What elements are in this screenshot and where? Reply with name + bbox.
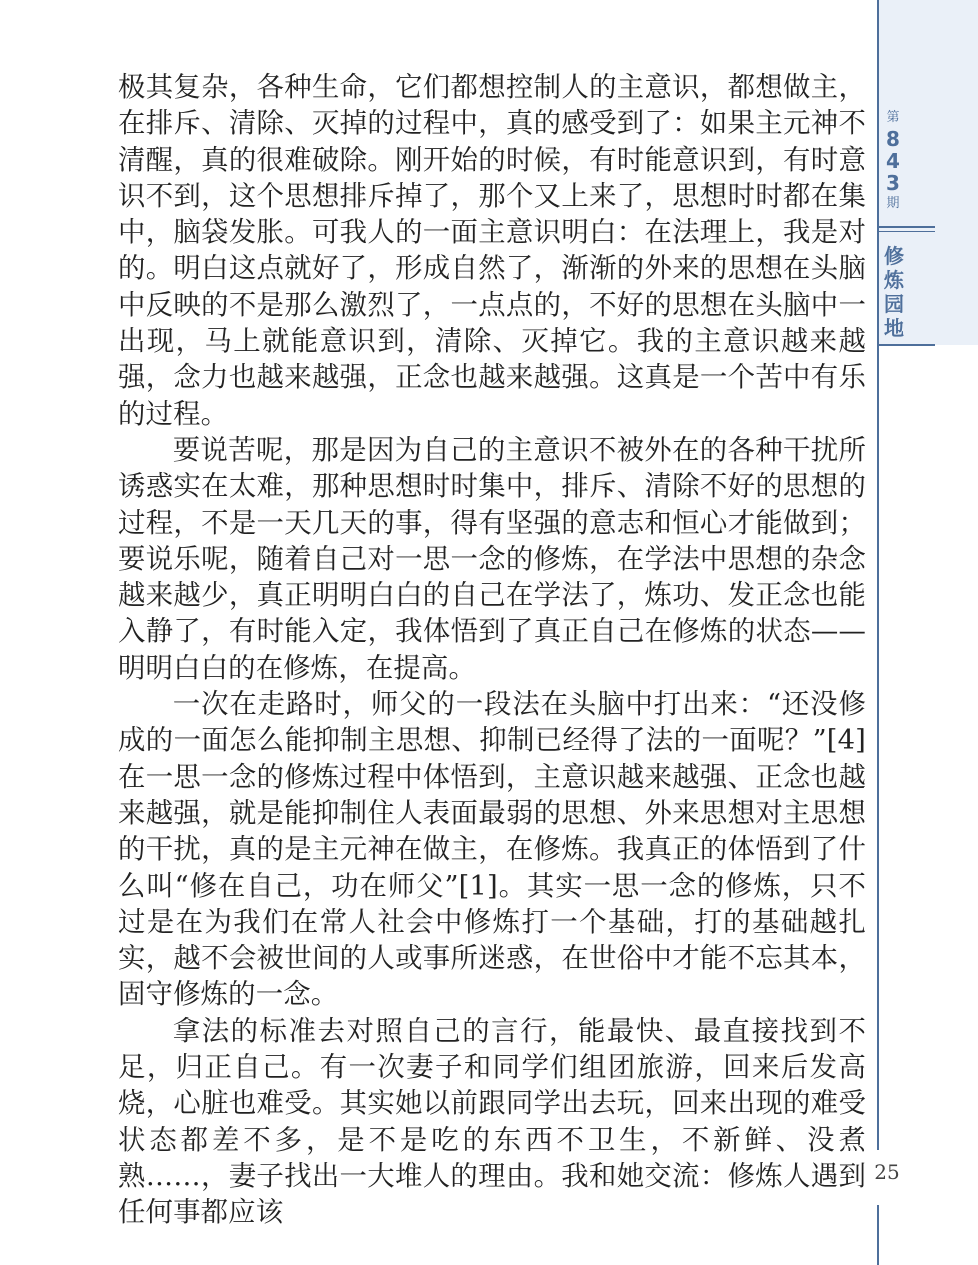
issue-prefix: 第 — [886, 110, 900, 125]
column-title-char: 地 — [884, 316, 904, 340]
issue-number — [879, 108, 907, 214]
column-title-char: 炼 — [884, 268, 904, 292]
issue-digit: 3 — [886, 171, 900, 195]
article-body — [118, 70, 866, 1232]
page-number: 25 — [874, 1160, 900, 1184]
article-paragraph: 极其复杂，各种生命，它们都想控制人的主意识，都想做主，在排斥、清除、灭掉的过程中，真的感受到了：如果主元神不清醒，真的很难破除。刚开始的时候，有时能意识到，有时意识不到，这个思想排斥掉了，那个又上来了，思想时时都在集中，脑袋发胀。可我人的一面主意识明白：在法理上，我是对的。明白这点就好了，形成自然了，渐渐的外来的思想在头脑中反映的不是那么激烈了，一点点的，不好的思想在头脑中一出现，马上就能意识到，清除、灭掉它。我的主意识越来越强，念力也越来越强，正念也越来越强。这真是一个苦中有乐的过程。 — [118, 72, 866, 430]
sidebar-divider-bottom — [877, 344, 935, 346]
sidebar-rule-bottom — [877, 1205, 879, 1265]
column-title-char: 园 — [884, 292, 904, 316]
column-title-char: 修 — [884, 244, 904, 268]
sidebar-divider — [877, 226, 935, 232]
article-paragraph: 要说苦呢，那是因为自己的主意识不被外在的各种干扰所诱惑实在太难，那种思想时时集中，排斥、清除不好的思想的过程，不是一天几天的事，得有坚强的意志和恒心才能做到；要说乐呢，随着自己对一思一念的修炼，在学法中思想的杂念越来越少，真正明明白白的自己在学法了，炼功、发正念也能入静了，有时能入定，我体悟到了真正自己在修炼的状态——明明白白的在修炼，在提高。 — [118, 434, 866, 684]
column-title — [879, 244, 909, 340]
issue-suffix: 期 — [886, 196, 900, 211]
issue-digit: 8 — [886, 127, 900, 151]
article-paragraph: 拿法的标准去对照自己的言行，能最快、最直接找到不足，归正自己。有一次妻子和同学们组团旅游，回来后发高烧，心脏也难受。其实她以前跟同学出去玩，回来出现的难受状态都差不多，是不是吃的东西不卫生，不新鲜、没煮熟……，妻子找出一大堆人的理由。我和她交流：修炼人遇到任何事都应该 — [118, 1015, 866, 1229]
article-paragraph: 一次在走路时，师父的一段法在头脑中打出来：“还没修成的一面怎么能抑制主思想、抑制已经得了法的一面呢？”[4]在一思一念的修炼过程中体悟到，主意识越来越强、正念也越来越强，就是能抑制住人表面最弱的思想、外来思想对主思想的干扰，真的是主元神在做主，在修炼。我真正的体悟到了什么叫“修在自己，功在师父”[1]。其实一思一念的修炼，只不过是在为我们在常人社会中修炼打一个基础，打的基础越扎实，越不会被世间的人或事所迷惑，在世俗中才能不忘其本，固守修炼的一念。 — [118, 689, 866, 1011]
issue-digit: 4 — [886, 149, 900, 173]
